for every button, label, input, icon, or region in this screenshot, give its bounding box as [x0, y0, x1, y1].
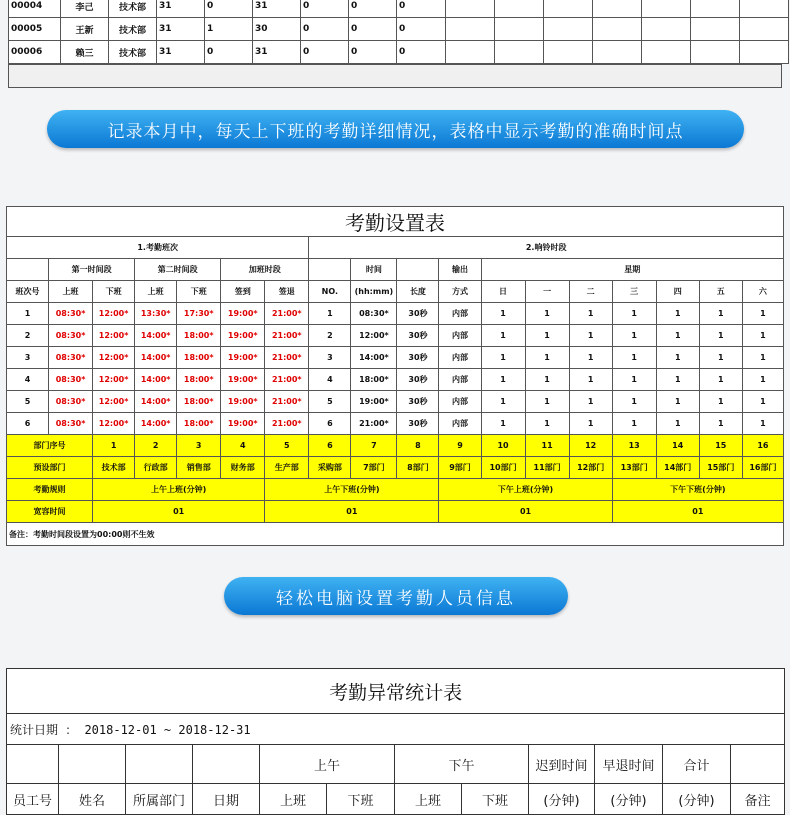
stat-value: 0	[397, 18, 446, 41]
shift-time: 18:00*	[177, 369, 221, 391]
shift-time: 21:00*	[265, 391, 309, 413]
dept-name: 采购部	[309, 457, 351, 479]
label-dept: 预设部门	[7, 457, 93, 479]
column-header: 六	[742, 281, 783, 303]
ring-no: 6	[309, 413, 351, 435]
label-week: 星期	[481, 259, 783, 281]
dept-no: 11	[525, 435, 569, 457]
shift-time: 21:00*	[265, 325, 309, 347]
column-header: 日	[481, 281, 525, 303]
column-header: 上班	[135, 281, 177, 303]
weekday-flag: 1	[699, 303, 742, 325]
column-header: 员工号	[7, 784, 59, 815]
empty-cell	[642, 18, 691, 41]
table-row	[9, 41, 789, 64]
dept-name: 16部门	[742, 457, 783, 479]
empty-cell	[446, 0, 495, 18]
dept-name: 11部门	[525, 457, 569, 479]
section-shift: 1.考勤班次	[7, 237, 309, 259]
header-blank	[731, 745, 785, 784]
weekday-flag: 1	[569, 347, 612, 369]
stats-date-range: 统计日期 ： 2018-12-01 ~ 2018-12-31	[7, 714, 785, 745]
column-header: 下班	[462, 784, 529, 815]
employee-id: 00006	[9, 41, 61, 64]
dept-no: 1	[93, 435, 135, 457]
shift-time: 19:00*	[221, 369, 265, 391]
rule-name: 下午上班(分钟)	[439, 479, 612, 501]
ring-length: 30秒	[397, 325, 439, 347]
dept-no: 2	[135, 435, 177, 457]
stat-value: 0	[349, 41, 397, 64]
weekday-flag: 1	[699, 325, 742, 347]
shift-time: 21:00*	[265, 369, 309, 391]
blank-cell	[397, 259, 439, 281]
dept-name: 12部门	[569, 457, 612, 479]
stat-value: 0	[301, 18, 349, 41]
ring-no: 1	[309, 303, 351, 325]
ring-time: 08:30*	[351, 303, 397, 325]
dept-name: 7部门	[351, 457, 397, 479]
rule-name: 下午下班(分钟)	[612, 479, 783, 501]
empty-cell	[446, 18, 495, 41]
shift-time: 21:00*	[265, 413, 309, 435]
dept-no: 15	[699, 435, 742, 457]
ring-no: 5	[309, 391, 351, 413]
table-row	[7, 369, 784, 391]
shift-time: 08:30*	[49, 325, 93, 347]
column-header: 签到	[221, 281, 265, 303]
column-header: NO.	[309, 281, 351, 303]
weekday-flag: 1	[569, 303, 612, 325]
stat-value: 31	[157, 18, 205, 41]
employee-dept: 技术部	[109, 18, 157, 41]
blank-cell	[309, 259, 351, 281]
column-header: 四	[656, 281, 699, 303]
stat-value: 0	[397, 0, 446, 18]
shift-time: 18:00*	[177, 413, 221, 435]
shift-time: 12:00*	[93, 391, 135, 413]
ring-length: 30秒	[397, 413, 439, 435]
tolerance-value: 01	[93, 501, 265, 523]
rule-name: 上午上班(分钟)	[93, 479, 265, 501]
weekday-flag: 1	[481, 303, 525, 325]
weekday-flag: 1	[656, 369, 699, 391]
dept-no: 9	[439, 435, 481, 457]
dept-no: 8	[397, 435, 439, 457]
weekday-flag: 1	[656, 391, 699, 413]
table-row	[9, 18, 789, 41]
shift-time: 18:00*	[177, 391, 221, 413]
stat-value: 0	[349, 0, 397, 18]
rule-name: 上午下班(分钟)	[265, 479, 439, 501]
shift-time: 14:00*	[135, 369, 177, 391]
header-morning: 上午	[260, 745, 395, 784]
empty-cell	[642, 0, 691, 18]
ring-time: 12:00*	[351, 325, 397, 347]
ring-mode: 内部	[439, 347, 481, 369]
stat-value: 30	[253, 18, 301, 41]
empty-cell	[495, 41, 544, 64]
weekday-flag: 1	[742, 369, 783, 391]
employee-dept: 技术部	[109, 41, 157, 64]
weekday-flag: 1	[656, 413, 699, 435]
empty-cell	[691, 0, 740, 18]
weekday-flag: 1	[742, 413, 783, 435]
dept-no: 16	[742, 435, 783, 457]
table-row	[9, 0, 789, 18]
weekday-flag: 1	[525, 303, 569, 325]
dept-no: 7	[351, 435, 397, 457]
employee-summary-table	[8, 0, 789, 64]
header-blank	[7, 745, 59, 784]
dept-name: 生产部	[265, 457, 309, 479]
dept-no: 13	[612, 435, 656, 457]
weekday-flag: 1	[481, 369, 525, 391]
stat-value: 31	[253, 0, 301, 18]
empty-cell	[740, 0, 789, 18]
weekday-flag: 1	[699, 347, 742, 369]
label-time: 时间	[351, 259, 397, 281]
shift-time: 14:00*	[135, 325, 177, 347]
column-header: 下班	[93, 281, 135, 303]
column-header: 日期	[193, 784, 260, 815]
header-late-time: 迟到时间	[529, 745, 595, 784]
stat-value: 0	[205, 0, 253, 18]
feature-banner-personnel: 轻松电脑设置考勤人员信息	[224, 577, 568, 615]
weekday-flag: 1	[656, 303, 699, 325]
column-header: 签退	[265, 281, 309, 303]
dept-name: 财务部	[221, 457, 265, 479]
column-header: (分钟)	[529, 784, 595, 815]
ring-length: 30秒	[397, 303, 439, 325]
weekday-flag: 1	[742, 303, 783, 325]
settings-title: 考勤设置表	[7, 207, 784, 237]
weekday-flag: 1	[569, 325, 612, 347]
empty-cell	[544, 0, 593, 18]
shift-time: 19:00*	[221, 303, 265, 325]
dept-no: 14	[656, 435, 699, 457]
employee-name: 王新	[61, 18, 109, 41]
shift-time: 21:00*	[265, 303, 309, 325]
weekday-flag: 1	[699, 413, 742, 435]
dept-name: 13部门	[612, 457, 656, 479]
ring-mode: 内部	[439, 303, 481, 325]
header-blank	[59, 745, 126, 784]
settings-header-row	[7, 281, 784, 303]
weekday-flag: 1	[481, 347, 525, 369]
ring-mode: 内部	[439, 325, 481, 347]
column-header: 方式	[439, 281, 481, 303]
feature-banner-records: 记录本月中，每天上下班的考勤详细情况，表格中显示考勤的准确时间点	[47, 110, 744, 148]
shift-no: 4	[7, 369, 49, 391]
column-header: 下班	[177, 281, 221, 303]
weekday-flag: 1	[525, 413, 569, 435]
summary-table-footer	[8, 64, 782, 88]
column-header: 备注	[731, 784, 785, 815]
dept-no: 3	[177, 435, 221, 457]
stat-value: 1	[205, 18, 253, 41]
column-header: 上班	[49, 281, 93, 303]
shift-time: 19:00*	[221, 391, 265, 413]
shift-time: 18:00*	[177, 325, 221, 347]
shift-time: 08:30*	[49, 391, 93, 413]
shift-time: 14:00*	[135, 413, 177, 435]
label-dept-no: 部门序号	[7, 435, 93, 457]
column-header: 上班	[395, 784, 462, 815]
shift-time: 14:00*	[135, 347, 177, 369]
empty-cell	[740, 18, 789, 41]
employee-id: 00005	[9, 18, 61, 41]
shift-no: 5	[7, 391, 49, 413]
shift-time: 12:00*	[93, 325, 135, 347]
shift-time: 12:00*	[93, 303, 135, 325]
stat-value: 0	[301, 0, 349, 18]
table-row	[7, 413, 784, 435]
weekday-flag: 1	[699, 391, 742, 413]
weekday-flag: 1	[525, 325, 569, 347]
table-row	[7, 325, 784, 347]
header-afternoon: 下午	[395, 745, 529, 784]
weekday-flag: 1	[742, 325, 783, 347]
weekday-flag: 1	[569, 369, 612, 391]
weekday-flag: 1	[656, 347, 699, 369]
column-header: 下班	[327, 784, 395, 815]
weekday-flag: 1	[481, 413, 525, 435]
weekday-flag: 1	[481, 391, 525, 413]
empty-cell	[593, 41, 642, 64]
shift-time: 08:30*	[49, 413, 93, 435]
ring-mode: 内部	[439, 369, 481, 391]
dept-no: 12	[569, 435, 612, 457]
empty-cell	[740, 41, 789, 64]
header-blank	[193, 745, 260, 784]
column-header: (分钟)	[595, 784, 663, 815]
ring-time: 21:00*	[351, 413, 397, 435]
shift-no: 2	[7, 325, 49, 347]
ring-time: 19:00*	[351, 391, 397, 413]
stat-value: 31	[157, 41, 205, 64]
settings-note: 备注：考勤时间段设置为00:00则不生效	[7, 523, 784, 546]
shift-time: 18:00*	[177, 347, 221, 369]
weekday-flag: 1	[612, 347, 656, 369]
ring-no: 2	[309, 325, 351, 347]
weekday-flag: 1	[656, 325, 699, 347]
empty-cell	[691, 41, 740, 64]
column-header: 三	[612, 281, 656, 303]
table-row	[7, 303, 784, 325]
dept-no: 4	[221, 435, 265, 457]
shift-time: 21:00*	[265, 347, 309, 369]
empty-cell	[691, 18, 740, 41]
tolerance-value: 01	[265, 501, 439, 523]
ring-no: 4	[309, 369, 351, 391]
weekday-flag: 1	[742, 391, 783, 413]
column-header: (hh:mm)	[351, 281, 397, 303]
shift-time: 14:00*	[135, 391, 177, 413]
empty-cell	[642, 41, 691, 64]
stat-value: 0	[301, 41, 349, 64]
ring-mode: 内部	[439, 413, 481, 435]
stat-value: 0	[205, 41, 253, 64]
header-early-time: 早退时间	[595, 745, 663, 784]
dept-no: 10	[481, 435, 525, 457]
ring-no: 3	[309, 347, 351, 369]
dept-name: 销售部	[177, 457, 221, 479]
abnormal-title: 考勤异常统计表	[7, 669, 785, 714]
employee-name: 赖三	[61, 41, 109, 64]
blank-cell	[7, 259, 49, 281]
section-ring: 2.响铃时段	[309, 237, 784, 259]
header-blank	[126, 745, 193, 784]
empty-cell	[495, 0, 544, 18]
ring-length: 30秒	[397, 347, 439, 369]
empty-cell	[495, 18, 544, 41]
weekday-flag: 1	[612, 391, 656, 413]
group-overtime: 加班时段	[221, 259, 309, 281]
tolerance-value: 01	[439, 501, 612, 523]
shift-time: 12:00*	[93, 413, 135, 435]
stat-value: 0	[349, 18, 397, 41]
shift-time: 08:30*	[49, 303, 93, 325]
label-rule: 考勤规则	[7, 479, 93, 501]
label-output: 输出	[439, 259, 481, 281]
shift-time: 13:30*	[135, 303, 177, 325]
weekday-flag: 1	[569, 391, 612, 413]
dept-name: 8部门	[397, 457, 439, 479]
ring-mode: 内部	[439, 391, 481, 413]
weekday-flag: 1	[525, 369, 569, 391]
column-header: 一	[525, 281, 569, 303]
dept-name: 14部门	[656, 457, 699, 479]
shift-no: 1	[7, 303, 49, 325]
shift-time: 19:00*	[221, 325, 265, 347]
shift-time: 19:00*	[221, 347, 265, 369]
ring-time: 18:00*	[351, 369, 397, 391]
header-total: 合计	[663, 745, 731, 784]
shift-no: 6	[7, 413, 49, 435]
label-tolerance: 宽容时间	[7, 501, 93, 523]
abnormal-stats-table	[6, 668, 785, 815]
dept-name: 技术部	[93, 457, 135, 479]
empty-cell	[446, 41, 495, 64]
weekday-flag: 1	[525, 347, 569, 369]
column-header: 上班	[260, 784, 327, 815]
dept-no: 5	[265, 435, 309, 457]
ring-length: 30秒	[397, 391, 439, 413]
stat-value: 31	[157, 0, 205, 18]
dept-name: 行政部	[135, 457, 177, 479]
dept-name: 15部门	[699, 457, 742, 479]
group-second: 第二时间段	[135, 259, 221, 281]
column-header: 二	[569, 281, 612, 303]
weekday-flag: 1	[699, 369, 742, 391]
dept-name: 10部门	[481, 457, 525, 479]
shift-time: 12:00*	[93, 369, 135, 391]
employee-name: 李己	[61, 0, 109, 18]
weekday-flag: 1	[569, 413, 612, 435]
weekday-flag: 1	[612, 413, 656, 435]
column-header: (分钟)	[663, 784, 731, 815]
stat-value: 0	[397, 41, 446, 64]
ring-length: 30秒	[397, 369, 439, 391]
table-row	[7, 391, 784, 413]
column-header: 班次号	[7, 281, 49, 303]
shift-time: 08:30*	[49, 347, 93, 369]
dept-name: 9部门	[439, 457, 481, 479]
weekday-flag: 1	[612, 325, 656, 347]
empty-cell	[544, 41, 593, 64]
employee-id: 00004	[9, 0, 61, 18]
shift-time: 08:30*	[49, 369, 93, 391]
attendance-settings-table	[6, 206, 784, 546]
tolerance-value: 01	[612, 501, 783, 523]
weekday-flag: 1	[612, 303, 656, 325]
weekday-flag: 1	[525, 391, 569, 413]
group-first: 第一时间段	[49, 259, 135, 281]
ring-time: 14:00*	[351, 347, 397, 369]
dept-no: 6	[309, 435, 351, 457]
stat-value: 31	[253, 41, 301, 64]
shift-no: 3	[7, 347, 49, 369]
column-header: 五	[699, 281, 742, 303]
shift-time: 12:00*	[93, 347, 135, 369]
column-header: 所属部门	[126, 784, 193, 815]
empty-cell	[593, 0, 642, 18]
table-row	[7, 347, 784, 369]
employee-dept: 技术部	[109, 0, 157, 18]
weekday-flag: 1	[742, 347, 783, 369]
empty-cell	[544, 18, 593, 41]
weekday-flag: 1	[481, 325, 525, 347]
shift-time: 17:30*	[177, 303, 221, 325]
empty-cell	[593, 18, 642, 41]
column-header: 长度	[397, 281, 439, 303]
weekday-flag: 1	[612, 369, 656, 391]
column-header: 姓名	[59, 784, 126, 815]
shift-time: 19:00*	[221, 413, 265, 435]
